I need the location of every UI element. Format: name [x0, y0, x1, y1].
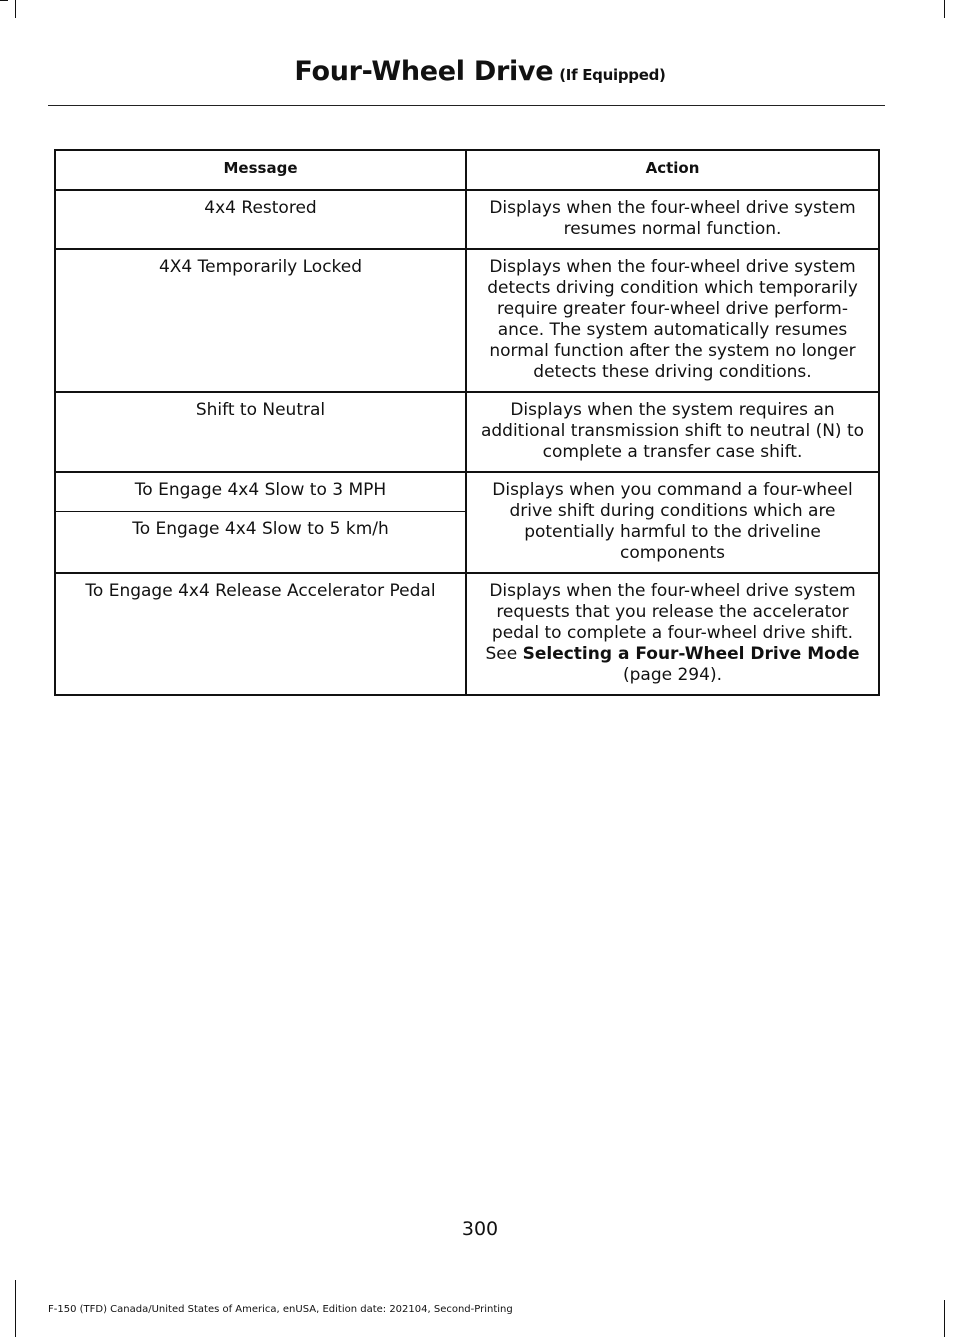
- crop-mark: [944, 0, 945, 18]
- table-row: [55, 573, 879, 695]
- action-cell: Displays when the four-wheel drive system detects driving condition which temporarily require greater four-wheel drive perform-ance. The system automatically resumes normal function after the system no longer detects these driving conditions.: [466, 249, 879, 392]
- action-cell: Displays when the system requires an additional transmission shift to neutral (N) to complete a transfer case shift.: [466, 392, 879, 472]
- table-header-row: [55, 150, 879, 190]
- column-header-message: Message: [55, 150, 466, 190]
- cross-reference-link[interactable]: Selecting a Four-Wheel Drive Mode: [522, 644, 860, 664]
- header-divider: [48, 105, 885, 106]
- crop-mark: [0, 0, 8, 1]
- table-row: [55, 190, 879, 249]
- page-title: [0, 56, 960, 87]
- page-title-text: Four-Wheel Drive: [294, 56, 554, 87]
- footer-text: F-150 (TFD) Canada/United States of America, enUSA, Edition date: 202104, Second-Printing: [48, 1304, 513, 1315]
- page-number: 300: [461, 1218, 499, 1240]
- message-table: [54, 149, 880, 696]
- crop-mark: [15, 1280, 16, 1337]
- column-header-action: Action: [466, 150, 879, 190]
- action-text: Displays when the four-wheel drive system requests that you release the accelerator pedal to complete a four-wheel drive shift. See: [485, 581, 856, 664]
- table-row: [55, 472, 879, 511]
- page-title-suffix: (If Equipped): [559, 66, 666, 84]
- crop-mark: [944, 1300, 945, 1337]
- message-cell: 4X4 Temporarily Locked: [55, 249, 466, 392]
- crop-mark: [15, 0, 16, 18]
- message-cell-alt: To Engage 4x4 Slow to 5 km/h: [55, 511, 466, 573]
- message-cell: To Engage 4x4 Slow to 3 MPH: [55, 472, 466, 511]
- action-cell: [466, 573, 879, 695]
- table-row: [55, 392, 879, 472]
- message-cell: To Engage 4x4 Release Accelerator Pedal: [55, 573, 466, 695]
- message-cell: 4x4 Restored: [55, 190, 466, 249]
- page-reference: (page 294).: [623, 665, 722, 685]
- action-cell: Displays when you command a four-wheel drive shift during conditions which are potentially harmful to the driveline components: [466, 472, 879, 573]
- message-cell: Shift to Neutral: [55, 392, 466, 472]
- table-row: [55, 249, 879, 392]
- action-cell: Displays when the four-wheel drive system resumes normal function.: [466, 190, 879, 249]
